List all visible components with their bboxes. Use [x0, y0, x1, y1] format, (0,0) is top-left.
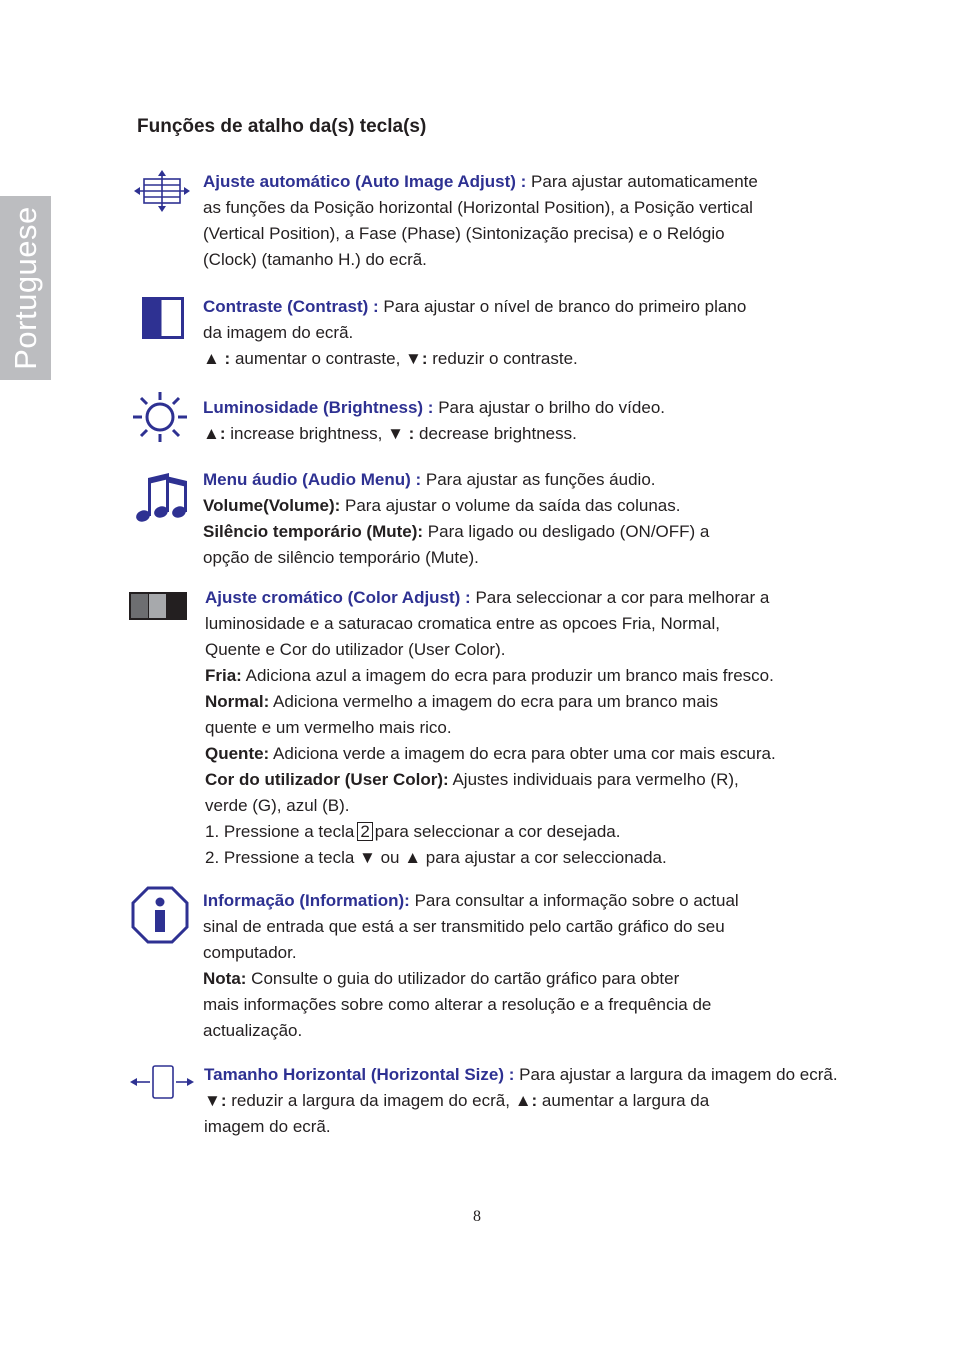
- mute-text: Para ligado ou desligado (ON/OFF) a: [423, 522, 710, 541]
- auto-adjust-line: (Vertical Position), a Fase (Phase) (Sintonização precisa) e o Relógio: [203, 224, 725, 243]
- auto-adjust-text: Para ajustar automaticamente: [526, 172, 758, 191]
- horizontal-size-icon: [130, 1065, 194, 1099]
- mute-label: Silêncio temporário (Mute):: [203, 522, 424, 541]
- volume-text: Para ajustar o volume da saída das colunas.: [340, 496, 681, 515]
- contrast-down-text: reduzir o contraste.: [427, 349, 578, 368]
- user-color-label: Cor do utilizador (User Color):: [205, 770, 449, 789]
- step1-text: 1. Pressione a tecla: [205, 822, 355, 841]
- fria-text: Adiciona azul a imagem do ecra para produzir um branco mais fresco.: [241, 666, 774, 685]
- hsize-title: Tamanho Horizontal (Horizontal Size) :: [204, 1065, 515, 1084]
- color-line: luminosidade e a saturacao cromatica entre as opcoes Fria, Normal,: [205, 614, 720, 633]
- mute-line: opção de silêncio temporário (Mute).: [203, 548, 479, 567]
- hsize-down-text: reduzir a largura da imagem do ecrã,: [226, 1091, 515, 1110]
- contrast-text: Para ajustar o nível de branco do primeiro plano: [378, 297, 747, 316]
- up-arrow-symbol: ▲:: [514, 1091, 538, 1110]
- brightness-text: Para ajustar o brilho do vídeo.: [433, 398, 665, 417]
- up-arrow-symbol: ▲ :: [203, 349, 231, 368]
- note-label: Nota:: [203, 969, 247, 988]
- information-line: computador.: [203, 943, 297, 962]
- brightness-up-text: increase brightness,: [225, 424, 388, 443]
- down-arrow-symbol: ▼ :: [387, 424, 415, 443]
- step1-text-rest: para seleccionar a cor desejada.: [374, 822, 621, 841]
- down-arrow-symbol: ▼:: [204, 1091, 227, 1110]
- user-color-text: Ajustes individuais para vermelho (R),: [448, 770, 739, 789]
- step2-text: 2. Pressione a tecla ▼ ou ▲ para ajustar a cor seleccionada.: [205, 848, 667, 867]
- color-swatches-icon: [129, 592, 187, 620]
- key-2-badge: 2: [357, 822, 372, 841]
- information-line: sinal de entrada que está a ser transmitido pelo cartão gráfico do seu: [203, 917, 725, 936]
- down-arrow-symbol: ▼:: [405, 349, 428, 368]
- contrast-title: Contraste (Contrast) :: [203, 297, 379, 316]
- user-color-line: verde (G), azul (B).: [205, 796, 350, 815]
- hsize-up-text: aumentar a largura da: [537, 1091, 710, 1110]
- color-title: Ajuste cromático (Color Adjust) :: [205, 588, 471, 607]
- note-line: mais informações sobre como alterar a resolução e a frequência de: [203, 995, 712, 1014]
- audio-text: Para ajustar as funções áudio.: [421, 470, 656, 489]
- color-line: Quente e Cor do utilizador (User Color).: [205, 640, 506, 659]
- side-language-tab: [0, 196, 51, 380]
- volume-label: Volume(Volume):: [203, 496, 341, 515]
- information-text: Para consultar a informação sobre o actual: [409, 891, 739, 910]
- sun-icon: [132, 391, 188, 443]
- fria-label: Fria:: [205, 666, 242, 685]
- contrast-up-text: aumentar o contraste,: [230, 349, 406, 368]
- brightness-down-text: decrease brightness.: [414, 424, 577, 443]
- contrast-line: da imagem do ecrã.: [203, 323, 354, 342]
- page-number: 8: [473, 1208, 481, 1225]
- audio-title: Menu áudio (Audio Menu) :: [203, 470, 422, 489]
- quente-label: Quente:: [205, 744, 270, 763]
- side-tab-label: Portuguese: [7, 206, 43, 370]
- normal-text: Adiciona vermelho a imagem do ecra para um branco mais: [269, 692, 719, 711]
- hsize-line: imagem do ecrã.: [204, 1117, 331, 1136]
- contrast-icon: [142, 297, 184, 339]
- note-text: Consulte o guia do utilizador do cartão gráfico para obter: [246, 969, 680, 988]
- info-icon: [131, 886, 189, 944]
- normal-line: quente e um vermelho mais rico.: [205, 718, 452, 737]
- auto-adjust-title: Ajuste automático (Auto Image Adjust) :: [203, 172, 527, 191]
- normal-label: Normal:: [205, 692, 270, 711]
- information-title: Informação (Information):: [203, 891, 410, 910]
- hsize-text: Para ajustar a largura da imagem do ecrã.: [514, 1065, 838, 1084]
- auto-adjust-line: as funções da Posição horizontal (Horizontal Position), a Posição vertical: [203, 198, 753, 217]
- page-heading: Funções de atalho da(s) tecla(s): [137, 116, 427, 137]
- note-line: actualização.: [203, 1021, 303, 1040]
- auto-adjust-line: (Clock) (tamanho H.) do ecrã.: [203, 250, 427, 269]
- color-text: Para seleccionar a cor para melhorar a: [470, 588, 770, 607]
- music-notes-icon: [133, 472, 191, 524]
- brightness-title: Luminosidade (Brightness) :: [203, 398, 434, 417]
- up-arrow-symbol: ▲:: [203, 424, 226, 443]
- quente-text: Adiciona verde a imagem do ecra para obter uma cor mais escura.: [269, 744, 776, 763]
- auto-adjust-icon: [134, 170, 190, 212]
